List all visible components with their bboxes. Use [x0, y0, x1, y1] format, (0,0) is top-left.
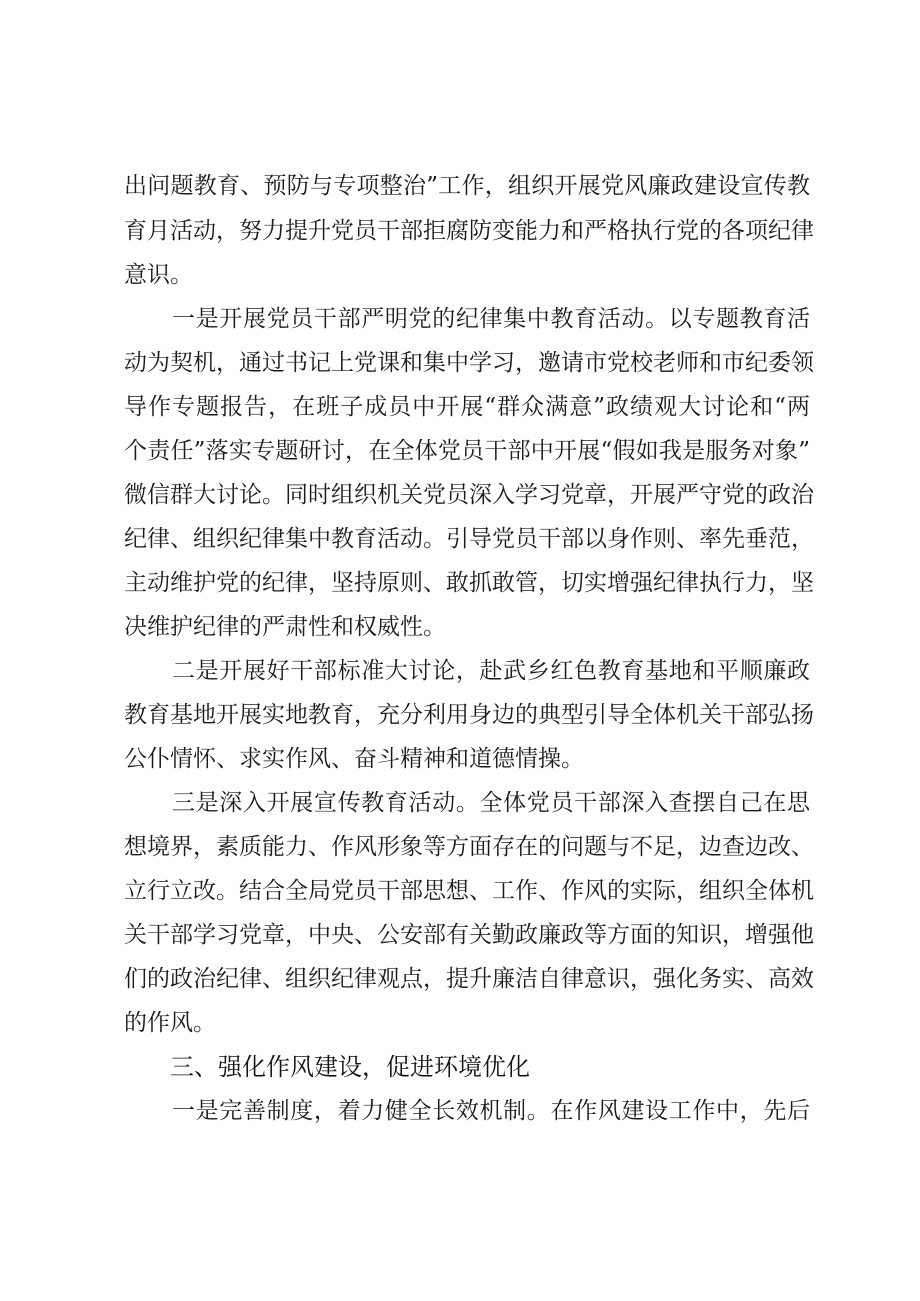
text-line: 一是开展党员干部严明党的纪律集中教育活动。以专题教育活	[172, 306, 810, 332]
section-heading: 三、强化作风建设，促进环境优化	[170, 1053, 530, 1081]
text-line: 微信群大讨论。同时组织机关党员深入学习党章，开展严守党的政治	[124, 482, 814, 508]
text-line: 想境界，素质能力、作风形象等方面存在的问题与不足，边查边改、	[124, 834, 814, 860]
text-line: 们的政治纪律、组织纪律观点，提升廉洁自律意识，强化务实、高效	[124, 966, 814, 992]
text-line: 主动维护党的纪律，坚持原则、敢抓敢管，切实增强纪律执行力，坚	[124, 570, 814, 596]
text-line: 立行立改。结合全局党员干部思想、工作、作风的实际，组织全体机	[124, 878, 814, 904]
text-line: 纪律、组织纪律集中教育活动。引导党员干部以身作则、率先垂范，	[124, 526, 814, 552]
text-line: 动为契机，通过书记上党课和集中学习，邀请市党校老师和市纪委领	[124, 350, 814, 376]
text-line: 三是深入开展宣传教育活动。全体党员干部深入查摆自己在思	[172, 790, 810, 816]
text-line: 育月活动，努力提升党员干部拒腐防变能力和严格执行党的各项纪律	[124, 218, 814, 244]
text-line: 个责任”落实专题研讨，在全体党员干部中开展“假如我是服务对象”	[124, 438, 810, 464]
text-line: 二是开展好干部标准大讨论，赴武乡红色教育基地和平顺廉政	[172, 658, 810, 684]
text-line: 意识。	[124, 262, 193, 288]
text-line: 导作专题报告，在班子成员中开展“群众满意”政绩观大讨论和“两	[124, 394, 810, 420]
text-line: 出问题教育、预防与专项整治”工作，组织开展党风廉政建设宣传教	[124, 173, 810, 199]
text-line: 决维护纪律的严肃性和权威性。	[124, 614, 446, 640]
text-line: 的作风。	[124, 1010, 216, 1036]
text-line: 教育基地开展实地教育，充分利用身边的典型引导全体机关干部弘扬	[124, 702, 814, 728]
text-line: 公仆情怀、求实作风、奋斗精神和道德情操。	[124, 746, 584, 772]
text-line: 关干部学习党章，中央、公安部有关勤政廉政等方面的知识，增强他	[124, 922, 814, 948]
text-line: 一是完善制度，着力健全长效机制。在作风建设工作中，先后	[172, 1098, 810, 1124]
